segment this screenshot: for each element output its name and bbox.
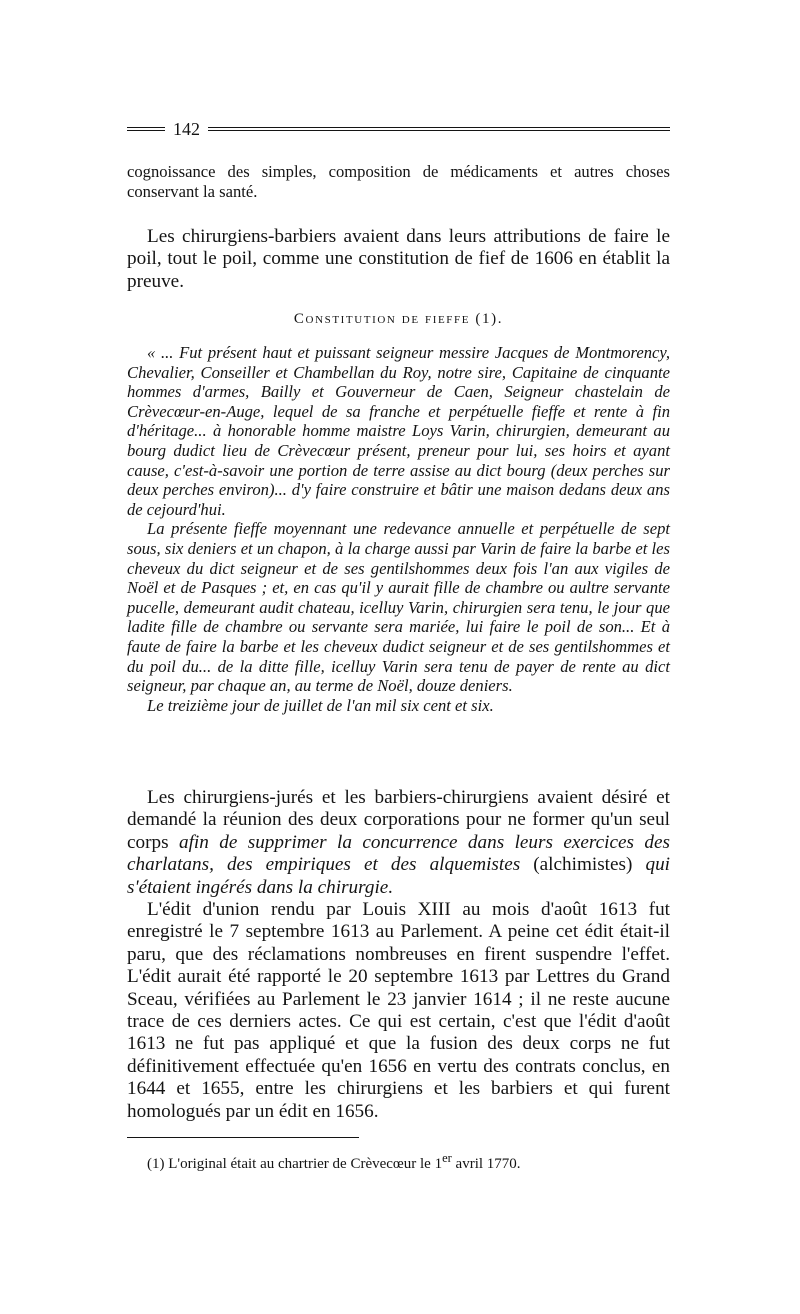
text-run: Les chirurgiens-jurés et les barbiers-chirurgiens avaient désiré et demandé la réunion des deux corporations pour ne former qu'un seul corps	[127, 787, 670, 853]
quote-paragraph: « ... Fut présent haut et puissant seigneur messire Jacques de Montmorency, Chevalier, Conseiller et Chambellan du Roy, notre sire, Capitaine de cinquante hommes d'armes, Bailly et Gouverneur de Caen, Seigneur chastelain de Crèvecœur-en-Auge, lequel de sa franche et perpétuelle fieffe et rente à fin d'héritage... à honorable homme maistre Loys Varin, chirurgien, demeurant au bourg dudict lieu de Crèvecœur présent, preneur pour lui, ses hoirs et ayant cause, c'est-à-savoir une portion de terre assise au dict bourg (deux perches sur deux perches environ)... d'y faire construire et bâtir une maison dedans deux ans de cejourd'hui.	[127, 343, 670, 519]
header-rule-left	[127, 127, 165, 131]
header-rule-right	[208, 127, 670, 131]
paragraph-corporations-text	[127, 787, 670, 899]
section-heading: Constitution de fieffe (1).	[293, 311, 504, 327]
italic-quote: afin de supprimer la concurrence dans leurs exercices des charlatans, des empiriques et des alquemistes	[127, 831, 670, 876]
italic-quote: qui s'étaient ingérés dans la chirurgie.	[127, 854, 670, 898]
page-number: 142	[173, 119, 200, 139]
footnote-text: (1) L'original était au chartrier de Crèvecœur le 1	[147, 1156, 443, 1172]
paragraph-poil	[127, 226, 670, 293]
intro-text: cognoissance des simples, composition de médicaments et autres choses conservant la santé.	[127, 162, 670, 201]
paragraph-edit-text: L'édit d'union rendu par Louis XIII au mois d'août 1613 fut enregistré le 7 septembre 1613 au Parlement. A peine cet édit était-il paru, que des réclamations nombreuses en firent suspendre l'effet. L'édit aurait été rapporté le 20 septembre 1613 par Lettres du Grand Sceau, vérifiées au Parlement le 23 janvier 1614 ; il ne reste aucune trace de ces derniers actes. Ce qui est certain, c'est que l'édit d'août 1613 ne fut pas appliqué et que la fusion des deux corps ne fut définitivement effectuée qu'en 1656 en vertu des contrats conclus, en 1644 et 1655, entre les chirurgiens et les barbiers et qui furent homologués par un édit en 1656.	[127, 899, 670, 1122]
text-run: (alchimistes)	[520, 854, 646, 876]
intro-continuation	[127, 162, 670, 202]
page-header	[127, 118, 670, 140]
paragraph-poil-text: Les chirurgiens-barbiers avaient dans leurs attributions de faire le poil, tout le poil, comme une constitution de fief de 1606 en établit la preuve.	[127, 226, 670, 292]
quoted-deed	[127, 343, 670, 715]
footnote	[147, 1149, 667, 1173]
footnote-superscript: er	[442, 1151, 452, 1165]
quote-date-line: Le treizième jour de juillet de l'an mil six cent et six.	[147, 695, 494, 715]
footnote-rule	[127, 1137, 359, 1138]
paragraph-corporations	[127, 787, 670, 1123]
quote-paragraph: La présente fieffe moyennant une redevance annuelle et perpétuelle de sept sous, six deniers et un chapon, à la charge aussi par Varin de faire la barbe et les cheveux du dict seigneur et de ses gentilshommes deux fois l'an aux vigiles de Noël et de Pasques ; et, en cas qu'il y aurait fille de chambre ou aultre servante pucelle, demeurant audit chateau, icelluy Varin, chirurgien sera tenu, le jour que ladite fille de chambre ou servante sera mariée, lui faire le poil de son... Et à faute de faire la barbe et les cheveux dudict seigneur et de ses gentilshommes et du poil du... de la ditte fille, icelluy Varin sera tenu de payer de rente au dict seigneur, par chaque an, au terme de Noël, douze deniers.	[127, 519, 670, 696]
footnote-text: avril 1770.	[451, 1156, 521, 1172]
